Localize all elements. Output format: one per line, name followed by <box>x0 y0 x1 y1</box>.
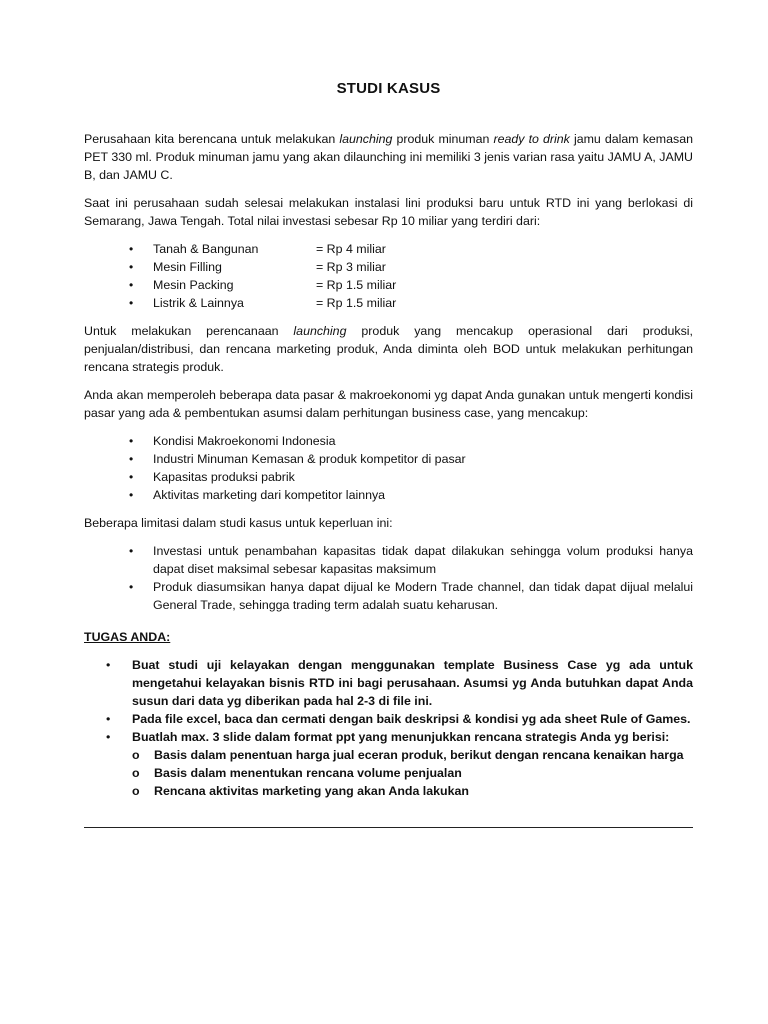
bullet-icon: • <box>129 544 134 558</box>
investment-item <box>84 294 693 312</box>
investment-paragraph: Saat ini perusahaan sudah selesai melakukan instalasi lini produksi baru untuk RTD ini yang berlokasi di Semarang, Jawa Tengah. Total nilai investasi sebesar Rp 10 miliar yang terdiri dari: <box>84 196 693 228</box>
tasks-list <box>84 656 693 800</box>
investment-item <box>84 276 693 294</box>
bullet-icon: • <box>129 452 134 466</box>
list-item <box>84 432 693 450</box>
task-item <box>84 728 693 800</box>
list-item-text: Kondisi Makroekonomi Indonesia <box>153 434 336 448</box>
subtasks-list <box>132 746 693 800</box>
market-data-paragraph: Anda akan memperoleh beberapa data pasar & makroekonomi yg dapat Anda gunakan untuk mengerti kondisi pasar yang ada & pembentukan asumsi dalam perhitungan business case, yang mencakup: <box>84 388 693 420</box>
subtask-item <box>132 782 693 800</box>
list-item-text: Aktivitas marketing dari kompetitor lainnya <box>153 488 386 502</box>
investment-value: = Rp 4 miliar <box>316 242 386 256</box>
list-item <box>84 578 693 614</box>
bullet-icon: • <box>129 296 134 310</box>
intro-text-3: jamu dalam kemasan PET 330 ml. Produk minuman jamu yang akan dilaunching ini memiliki 3 jenis varian rasa yaitu JAMU A, JAMU B, dan JAMU C. <box>84 132 693 182</box>
investment-value: = Rp 1.5 miliar <box>316 296 397 310</box>
investment-label: Tanah & Bangunan <box>153 242 259 256</box>
investment-value: = Rp 1.5 miliar <box>316 278 397 292</box>
task-text: Pada file excel, baca dan cermati dengan baik deskripsi & kondisi yg ada sheet Rule of Games. <box>132 712 691 726</box>
investment-label: Mesin Packing <box>153 278 234 292</box>
subtask-text: Basis dalam menentukan rencana volume penjualan <box>154 766 462 780</box>
circle-bullet-icon: o <box>132 748 140 762</box>
subtask-text: Rencana aktivitas marketing yang akan Anda lakukan <box>154 784 469 798</box>
document-page <box>84 80 693 800</box>
task-item <box>84 656 693 710</box>
task-text: Buat studi uji kelayakan dengan menggunakan template Business Case yg ada untuk mengetahui kelayakan bisnis RTD ini bagi perusahaan. Asumsi yg Anda butuhkan dapat Anda susun dari data yg diberikan pada hal 2-3 di file ini. <box>132 658 693 708</box>
limitations-list <box>84 542 693 614</box>
subtask-item <box>132 746 693 764</box>
list-item-text: Kapasitas produksi pabrik <box>153 470 295 484</box>
intro-text-2: produk minuman <box>392 132 494 146</box>
bullet-icon: • <box>106 658 111 672</box>
intro-emphasis-launching: launching <box>339 132 393 146</box>
intro-paragraph <box>84 130 693 184</box>
intro-text-1: Perusahaan kita berencana untuk melakukan <box>84 132 340 146</box>
tasks-heading: TUGAS ANDA: <box>84 630 171 644</box>
list-item <box>84 486 693 504</box>
circle-bullet-icon: o <box>132 766 140 780</box>
planning-text-1: Untuk melakukan perencanaan <box>84 324 294 338</box>
investment-item <box>84 240 693 258</box>
bullet-icon: • <box>106 712 111 726</box>
subtask-item <box>132 764 693 782</box>
bullet-icon: • <box>106 730 111 744</box>
footer-divider <box>84 827 693 828</box>
investment-label: Mesin Filling <box>153 260 222 274</box>
investment-value: = Rp 3 miliar <box>316 260 386 274</box>
list-item-text: Investasi untuk penambahan kapasitas tidak dapat dilakukan sehingga volum produksi hanya dapat diset maksimal sebesar kapasitas maksimum <box>153 544 693 576</box>
investment-label: Listrik & Lainnya <box>153 296 244 310</box>
bullet-icon: • <box>129 470 134 484</box>
task-text: Buatlah max. 3 slide dalam format ppt yang menunjukkan rencana strategis Anda yg berisi: <box>132 730 670 744</box>
list-item <box>84 468 693 486</box>
list-item <box>84 542 693 578</box>
bullet-icon: • <box>129 260 134 274</box>
list-item-text: Produk diasumsikan hanya dapat dijual ke Modern Trade channel, dan tidak dapat dijual melalui General Trade, sehingga trading term adalah suatu keharusan. <box>153 580 693 612</box>
bullet-icon: • <box>129 278 134 292</box>
bullet-icon: • <box>129 242 134 256</box>
planning-text-2: produk yang mencakup operasional dari produksi, penjualan/distribusi, dan rencana marketing produk, Anda diminta oleh BOD untuk melakukan perhitungan rencana strategis produk. <box>84 324 693 374</box>
task-item <box>84 710 693 728</box>
list-item-text: Industri Minuman Kemasan & produk kompetitor di pasar <box>153 452 466 466</box>
limitations-paragraph: Beberapa limitasi dalam studi kasus untuk keperluan ini: <box>84 516 393 530</box>
market-data-list <box>84 432 693 504</box>
bullet-icon: • <box>129 488 134 502</box>
document-title: STUDI KASUS <box>336 80 441 97</box>
list-item <box>84 450 693 468</box>
intro-emphasis-rtd: ready to drink <box>493 132 570 146</box>
bullet-icon: • <box>129 434 134 448</box>
planning-paragraph <box>84 322 693 376</box>
circle-bullet-icon: o <box>132 784 140 798</box>
subtask-text: Basis dalam penentuan harga jual eceran produk, berikut dengan rencana kenaikan harga <box>154 748 684 762</box>
investment-list <box>84 240 693 312</box>
planning-emphasis-launching: launching <box>293 324 347 338</box>
investment-item <box>84 258 693 276</box>
bullet-icon: • <box>129 580 134 594</box>
